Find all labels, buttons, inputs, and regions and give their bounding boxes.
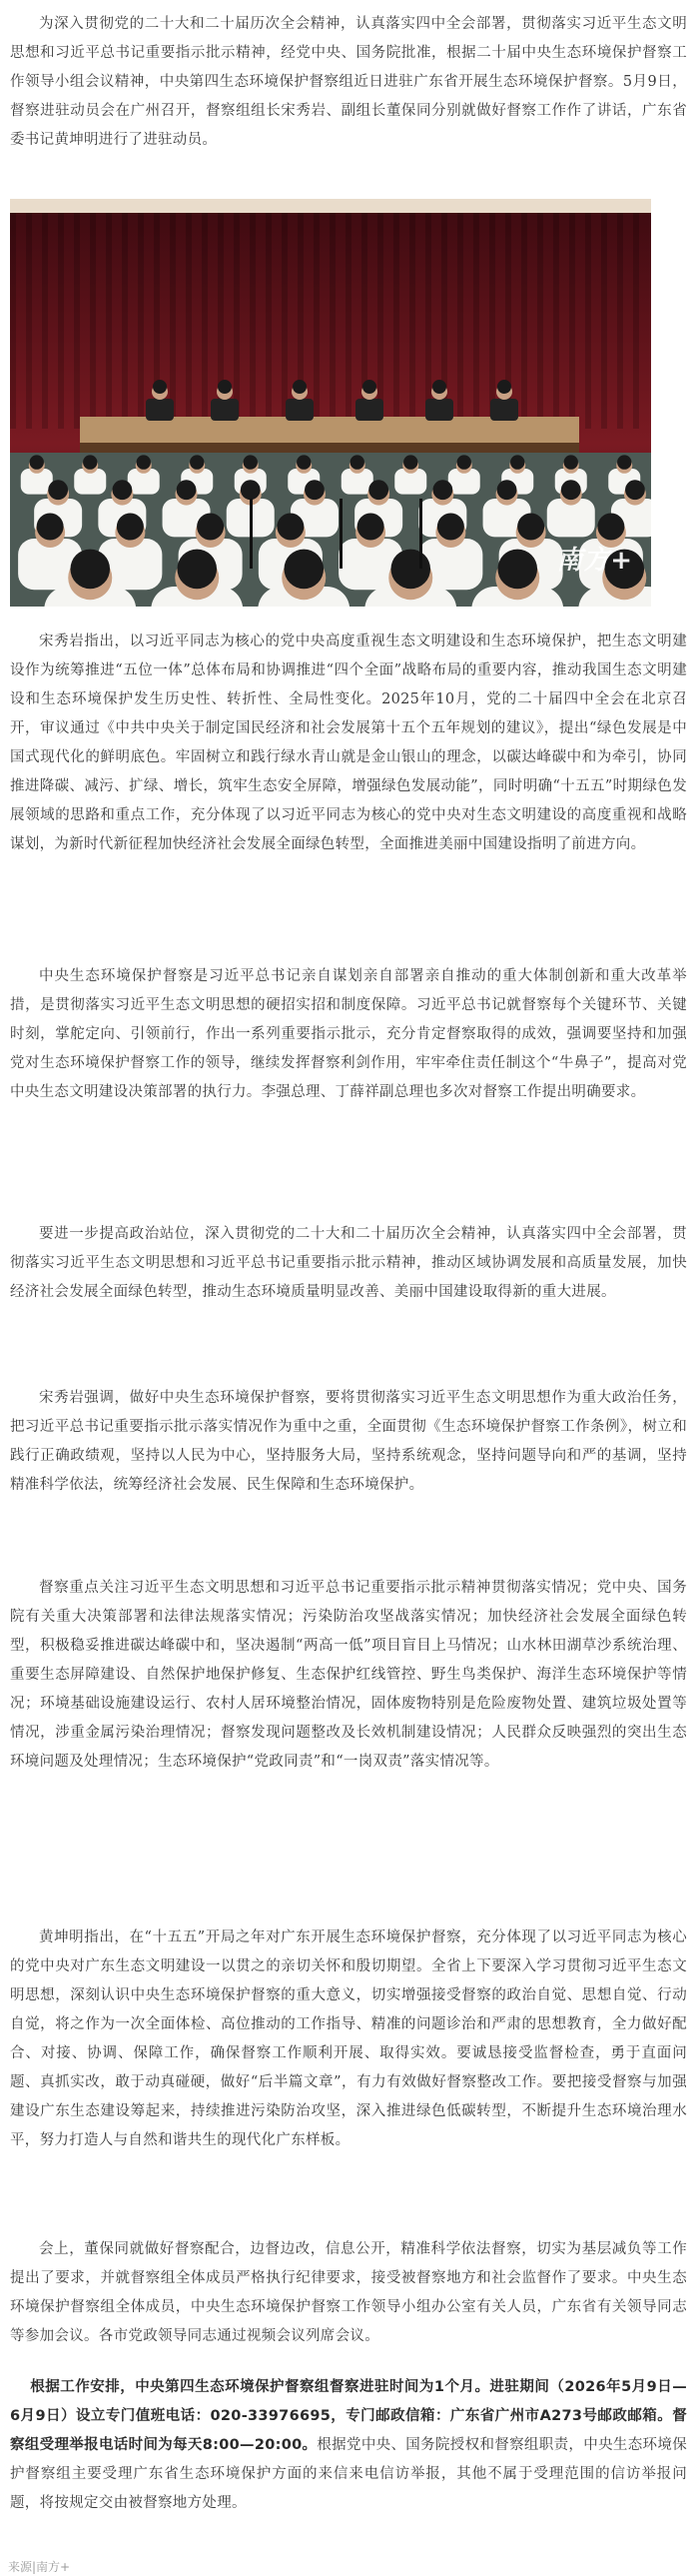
audience-hair	[137, 455, 151, 469]
curtain-fold	[42, 199, 48, 429]
curtain-fold	[26, 199, 32, 429]
curtain-fold	[537, 199, 543, 429]
source-label: 来源|南方+	[8, 2560, 71, 2574]
microphone-stand	[419, 499, 422, 569]
meeting-photo-illustration	[10, 199, 651, 607]
curtain-fold	[346, 199, 351, 429]
curtain-fold	[585, 199, 591, 429]
curtain-fold	[202, 199, 208, 429]
audience-hair	[48, 480, 68, 500]
audience-hair	[177, 480, 197, 500]
curtain-fold	[489, 199, 495, 429]
audience-hair	[617, 455, 631, 469]
paragraph-notice	[10, 2373, 687, 2518]
audience-hair	[357, 514, 384, 541]
curtain-fold	[58, 199, 64, 429]
paragraph-inspection-focus: 督察重点关注习近平生态文明思想和习近平总书记重要指示批示精神贯彻落实情况；党中央、国务院有关重大决策部署和法律法规落实情况；污染防治攻坚战落实情况；加快经济社会发展全面绿色转型，积极稳妥推进碳达峰碳中和，坚决遏制“两高一低”项目盲目上马情况；山水林田湖草沙系统治理、重要生态屏障建设、自然保护地保护修复、生态保护红线管控、野生鸟类保护、海洋生态环境保护等情况；环境基础设施建设运行、农村人居环境整治情况，固体废物特别是危险废物处置、建筑垃圾处置等情况，涉重金属污染治理情况；督察发现问题整改及长效机制建设情况；人民群众反映强烈的突出生态环境问题及处理情况；生态环境保护“党政同责”和“一岗双责”落实情况等。	[10, 1580, 687, 1770]
audience-hair	[390, 550, 430, 590]
curtain-fold	[122, 199, 128, 429]
notice-bold-text: 根据工作安排，中央第四生态环境保护督察组督察进驻时间为1个月。进驻期间（2026年5月9日—6月9日）设立专门值班电话：020-33976695，专门邮政信箱：广东省广州市A273号邮政邮箱。督察组受理举报电话时间为每天8:00—20:00。	[10, 2379, 687, 2453]
curtain-fold	[377, 199, 383, 429]
curtain-fold	[425, 199, 431, 429]
curtain-fold	[393, 199, 399, 429]
curtain-fold	[457, 199, 463, 429]
curtain-fold	[521, 199, 527, 429]
audience-hair	[432, 480, 452, 500]
podium-desk-front	[80, 443, 579, 453]
audience-hair	[564, 455, 578, 469]
audience-hair	[277, 514, 304, 541]
curtain-fold	[74, 199, 80, 429]
audience-hair	[403, 455, 417, 469]
curtain-fold	[10, 199, 16, 429]
audience-hair	[190, 455, 204, 469]
audience-hair	[457, 455, 471, 469]
audience-hair	[83, 455, 97, 469]
curtain-fold	[266, 199, 272, 429]
official-hair	[497, 380, 511, 394]
audience-hair	[297, 455, 311, 469]
curtain-fold	[601, 199, 607, 429]
audience-hair	[241, 480, 261, 500]
curtain-fold	[282, 199, 288, 429]
audience-hair	[177, 550, 217, 590]
official-suit	[490, 399, 518, 421]
audience-hair	[30, 455, 44, 469]
paragraph-song-xiuyan-2: 宋秀岩强调，做好中央生态环境保护督察，要将贯彻落实习近平生态文明思想作为重大政治任务，把习近平总书记重要指示批示落实情况作为重中之重，全面贯彻《生态环境保护督察工作条例》，树立和践行正确政绩观，坚持以人民为中心，坚持服务大局，坚持系统观念，坚持问题导向和严的基调，坚持精准科学依法，统筹经济社会发展、民生保障和生态环境保护。	[10, 1390, 687, 1493]
audience-hair	[437, 514, 464, 541]
microphone-stand	[340, 499, 343, 569]
audience-hair	[70, 550, 110, 590]
curtain-fold	[170, 199, 176, 429]
curtain-fold	[473, 199, 479, 429]
audience-hair	[197, 514, 224, 541]
audience-hair	[368, 480, 388, 500]
curtain-fold	[138, 199, 144, 429]
audience-hair	[305, 480, 325, 500]
audience-hair	[497, 480, 517, 500]
curtain-fold	[90, 199, 96, 429]
curtain-fold	[106, 199, 112, 429]
curtain-fold	[633, 199, 639, 429]
paragraph-huang-kunming: 黄坤明指出，在“十五五”开局之年对广东开展生态环境保护督察，充分体现了以习近平同志为核心的党中央对广东生态文明建设一以贯之的亲切关怀和殷切期望。全省上下要深入学习贯彻习近平生态文明思想，深刻认识中央生态环境保护督察的重大意义，切实增强接受督察的政治自觉、思想自觉、行动自觉，将之作为一次全面体检、高位推动的工作指导、精准的问题诊治和严肃的思想教育，全力做好配合、对接、协调、保障工作，确保督察工作顺利开展、取得实效。要诚恳接受监督检查，勇于直面问题、真抓实改，敢于动真碰硬，做好“后半篇文章”，有力有效做好督察整改工作。要把接受督察与加强建设广东生态建设筹起来，持续推进污染防治攻坚，深入推进绿色低碳转型，不断提升生态环境治理水平，努力打造人与自然和谐共生的现代化广东样板。	[10, 1930, 687, 2148]
microphone-stand	[250, 499, 253, 569]
curtain-fold	[569, 199, 575, 429]
audience-hair	[284, 550, 324, 590]
curtain-fold	[250, 199, 256, 429]
paragraph-song-xiuyan-1: 宋秀岩指出，以习近平同志为核心的党中央高度重视生态文明建设和生态环境保护，把生态文明建设作为统筹推进“五位一体”总体布局和协调推进“四个全面”战略布局的重要内容，推动我国生态文明建设和生态环境保护发生历史性、转折性、全局性变化。2025年10月，党的二十届四中全会在北京召开，审议通过《中共中央关于制定国民经济和社会发展第十五个五年规划的建议》，提出“绿色发展是中国式现代化的鲜明底色。牢固树立和践行绿水青山就是金山银山的理念，以碳达峰碳中和为牵引，协同推进降碳、减污、扩绿、增长，筑牢生态安全屏障，增强绿色发展动能”，同时明确“十五五”时期绿色发展领域的思路和重点工作，充分体现了以习近平同志为核心的党中央对生态文明建设的高度重视和战略谋划，为新时代新征程加快经济社会发展全面绿色转型，全面推进美丽中国建设指明了前进方向。	[10, 634, 687, 852]
curtain-fold	[314, 199, 320, 429]
audience-hair	[597, 514, 624, 541]
stage-banner	[10, 199, 651, 213]
official-hair	[432, 380, 446, 394]
official-suit	[355, 399, 383, 421]
official-hair	[293, 380, 307, 394]
curtain-fold	[617, 199, 623, 429]
audience-hair	[37, 514, 64, 541]
audience-hair	[517, 514, 544, 541]
official-suit	[286, 399, 314, 421]
curtain-fold	[553, 199, 559, 429]
curtain-fold	[186, 199, 192, 429]
official-hair	[362, 380, 376, 394]
paragraph-inspection-system: 中央生态环境保护督察是习近平总书记亲自谋划亲自部署亲自推动的重大体制创新和重大改革举措，是贯彻落实习近平生态文明思想的硬招实招和制度保障。习近平总书记就督察每个关键环节、关键时刻，掌舵定向、引领前行，作出一系列重要指示批示，充分肯定督察取得的成效，强调要坚持和加强党对生态环境保护督察工作的领导，继续发挥督察利剑作用，牢牢牵住责任制这个“牛鼻子”，提高对党中央生态文明建设决策部署的执行力。李强总理、丁薛祥副总理也多次对督察工作提出明确要求。	[10, 968, 687, 1100]
audience-hair	[244, 455, 258, 469]
paragraph-intro: 为深入贯彻党的二十大和二十届历次全会精神，认真落实四中全会部署，贯彻落实习近平生态文明思想和习近平总书记重要指示批示精神，经党中央、国务院批准，根据二十届中央生态环境保护督察工作领导小组会议精神，中央第四生态环境保护督察组近日进驻广东省开展生态环境保护督察。5月9日，督察进驻动员会在广州召开，督察组组长宋秀岩、副组长董保同分别就做好督察工作作了讲话，广东省委书记黄坤明进行了进驻动员。	[10, 16, 687, 148]
paragraph-political-stance: 要进一步提高政治站位，深入贯彻党的二十大和二十届历次全会精神，认真落实四中全会部署，贯彻落实习近平生态文明思想和习近平总书记重要指示批示精神，推动区域协调发展和高质量发展，加快经济社会发展全面绿色转型，推动生态环境质量明显改善、美丽中国建设取得新的重大进展。	[10, 1226, 687, 1300]
paragraph-meeting: 会上，董保同就做好督察配合，边督边改，信息公开，精准科学依法督察，切实为基层减负等工作提出了要求，并就督察组全体成员严格执行纪律要求，接受被督察地方和社会监督作了要求。中央生态环境保护督察组全体成员，中央生态环境保护督察工作领导小组办公室有关人员，广东省有关领导同志等参加会议。各市党政领导同志通过视频会议列席会议。	[10, 2241, 687, 2344]
official-hair	[153, 380, 167, 394]
photo-watermark: 南方+	[556, 546, 633, 576]
official-suit	[146, 399, 174, 421]
audience-hair	[350, 455, 364, 469]
curtain-fold	[234, 199, 240, 429]
audience-hair	[510, 455, 524, 469]
audience-hair	[112, 480, 132, 500]
official-suit	[425, 399, 453, 421]
audience-hair	[497, 550, 537, 590]
official-suit	[211, 399, 239, 421]
audience-hair	[561, 480, 581, 500]
notice-regular-text: 根据党中央、国务院授权和督察组职责，中央生态环境保护督察组主要受理广东省生态环境保护方面的来信来电信访举报，其他不属于受理范围的信访举报问题，将按规定交由被督察地方处理。	[10, 2437, 688, 2511]
curtain-fold	[330, 199, 336, 429]
curtain-fold	[409, 199, 415, 429]
meeting-photo	[10, 199, 651, 607]
audience-hair	[625, 480, 645, 500]
audience-hair	[117, 514, 144, 541]
official-hair	[218, 380, 232, 394]
